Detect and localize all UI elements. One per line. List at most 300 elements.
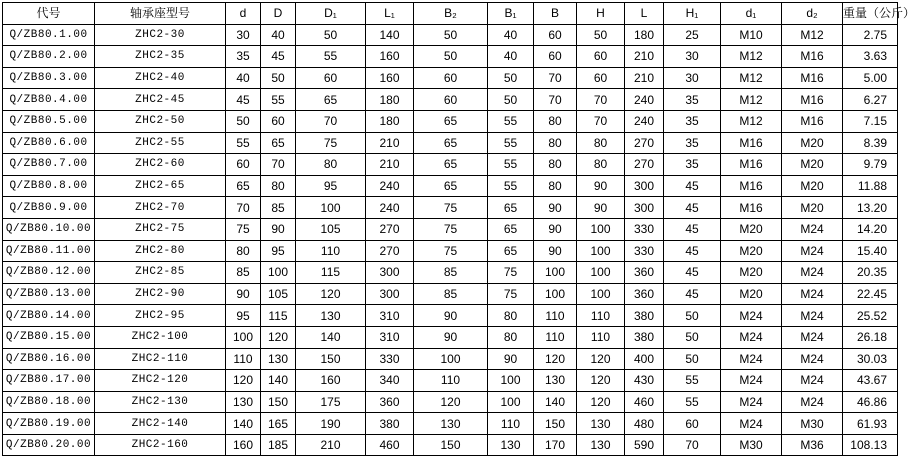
cell-col-D: 150	[261, 391, 296, 413]
cell-col-weight: 14.20	[843, 218, 898, 240]
cell-col-B2: 65	[414, 110, 488, 132]
cell-col-B1: 55	[488, 154, 534, 176]
cell-col-d: 120	[226, 370, 261, 392]
cell-col-B: 110	[534, 305, 577, 327]
cell-col-weight: 8.39	[843, 132, 898, 154]
cell-col-model: ZHC2-55	[95, 132, 226, 154]
cell-col-L1: 340	[366, 370, 414, 392]
cell-col-d2: M24	[782, 326, 843, 348]
bearing-housing-spec-table	[2, 2, 915, 456]
cell-col-weight: 61.93	[843, 413, 898, 435]
cell-col-d2: M20	[782, 132, 843, 154]
cell-col-H1: 55	[664, 391, 721, 413]
cell-col-L: 330	[625, 240, 664, 262]
cell-col-d2: M20	[782, 175, 843, 197]
cell-col-B2: 90	[414, 326, 488, 348]
cell-col-B2: 90	[414, 305, 488, 327]
cell-col-d1: M20	[721, 240, 782, 262]
cell-col-B2: 130	[414, 413, 488, 435]
cell-col-d1: M20	[721, 262, 782, 284]
cell-col-B: 170	[534, 434, 577, 456]
cell-col-d: 140	[226, 413, 261, 435]
cell-col-d: 100	[226, 326, 261, 348]
cell-col-H: 130	[577, 413, 625, 435]
cell-col-code: Q/ZB80.7.00	[3, 154, 95, 176]
cell-col-B2: 50	[414, 46, 488, 68]
cell-col-d2: M24	[782, 240, 843, 262]
cell-col-H: 110	[577, 305, 625, 327]
table-row	[3, 283, 898, 305]
cell-col-D1: 210	[296, 434, 366, 456]
cell-col-B2: 85	[414, 283, 488, 305]
header-col-H1: H₁	[664, 3, 721, 25]
cell-col-code: Q/ZB80.12.00	[3, 262, 95, 284]
cell-col-H1: 50	[664, 348, 721, 370]
cell-col-code: Q/ZB80.8.00	[3, 175, 95, 197]
cell-col-weight: 15.40	[843, 240, 898, 262]
cell-col-H1: 45	[664, 240, 721, 262]
cell-col-H: 60	[577, 67, 625, 89]
cell-col-B: 130	[534, 370, 577, 392]
cell-col-d2: M24	[782, 283, 843, 305]
cell-col-H: 120	[577, 348, 625, 370]
cell-col-d1: M20	[721, 218, 782, 240]
cell-col-B: 70	[534, 89, 577, 111]
cell-col-d: 90	[226, 283, 261, 305]
cell-col-L: 270	[625, 154, 664, 176]
cell-col-d: 45	[226, 89, 261, 111]
cell-col-D: 95	[261, 240, 296, 262]
cell-col-d1: M24	[721, 370, 782, 392]
cell-col-D1: 175	[296, 391, 366, 413]
cell-col-D1: 190	[296, 413, 366, 435]
cell-col-d: 65	[226, 175, 261, 197]
header-row	[3, 3, 898, 25]
cell-col-H: 90	[577, 197, 625, 219]
cell-col-H1: 50	[664, 326, 721, 348]
cell-col-B2: 65	[414, 175, 488, 197]
cell-col-D1: 115	[296, 262, 366, 284]
cell-col-d1: M20	[721, 283, 782, 305]
cell-col-H: 80	[577, 154, 625, 176]
cell-col-L: 300	[625, 197, 664, 219]
cell-col-B1: 75	[488, 262, 534, 284]
cell-col-D1: 100	[296, 197, 366, 219]
cell-col-code: Q/ZB80.18.00	[3, 391, 95, 413]
cell-col-B2: 75	[414, 218, 488, 240]
cell-col-weight: 30.03	[843, 348, 898, 370]
cell-col-H: 130	[577, 434, 625, 456]
cell-col-B2: 110	[414, 370, 488, 392]
cell-col-D: 90	[261, 218, 296, 240]
cell-col-model: ZHC2-75	[95, 218, 226, 240]
cell-col-D: 50	[261, 67, 296, 89]
header-col-weight: 重量（公斤）	[843, 3, 898, 25]
cell-col-model: ZHC2-100	[95, 326, 226, 348]
cell-col-B: 70	[534, 67, 577, 89]
cell-col-d2: M16	[782, 110, 843, 132]
header-col-B1: B₁	[488, 3, 534, 25]
cell-col-d: 95	[226, 305, 261, 327]
cell-col-D: 80	[261, 175, 296, 197]
cell-col-H1: 45	[664, 218, 721, 240]
cell-col-d1: M16	[721, 197, 782, 219]
table-row	[3, 348, 898, 370]
header-col-d: d	[226, 3, 261, 25]
cell-col-B1: 75	[488, 283, 534, 305]
cell-col-B: 120	[534, 348, 577, 370]
cell-col-D1: 150	[296, 348, 366, 370]
cell-col-L1: 140	[366, 24, 414, 46]
header-col-D: D	[261, 3, 296, 25]
cell-col-B: 60	[534, 46, 577, 68]
cell-col-B: 150	[534, 413, 577, 435]
cell-col-B: 100	[534, 283, 577, 305]
header-col-L1: L₁	[366, 3, 414, 25]
cell-col-d: 110	[226, 348, 261, 370]
cell-col-B1: 100	[488, 391, 534, 413]
table-row	[3, 434, 898, 456]
cell-col-H: 110	[577, 326, 625, 348]
cell-col-L1: 160	[366, 67, 414, 89]
cell-col-H1: 50	[664, 305, 721, 327]
cell-col-L1: 270	[366, 218, 414, 240]
cell-col-B: 60	[534, 24, 577, 46]
cell-col-d: 60	[226, 154, 261, 176]
cell-col-D: 120	[261, 326, 296, 348]
cell-col-d1: M24	[721, 305, 782, 327]
cell-col-B1: 40	[488, 24, 534, 46]
cell-col-D1: 60	[296, 67, 366, 89]
cell-col-B: 80	[534, 132, 577, 154]
cell-col-H1: 45	[664, 175, 721, 197]
cell-col-model: ZHC2-90	[95, 283, 226, 305]
cell-col-d1: M12	[721, 67, 782, 89]
cell-col-L: 210	[625, 46, 664, 68]
cell-col-B: 100	[534, 262, 577, 284]
cell-col-H: 120	[577, 391, 625, 413]
cell-col-weight: 2.75	[843, 24, 898, 46]
cell-col-d2: M30	[782, 413, 843, 435]
cell-col-D: 40	[261, 24, 296, 46]
cell-col-H: 70	[577, 110, 625, 132]
cell-col-weight: 22.45	[843, 283, 898, 305]
cell-col-H1: 70	[664, 434, 721, 456]
cell-col-L: 380	[625, 326, 664, 348]
cell-col-d: 40	[226, 67, 261, 89]
cell-col-D: 165	[261, 413, 296, 435]
cell-col-L1: 360	[366, 391, 414, 413]
cell-col-B2: 85	[414, 262, 488, 284]
cell-col-code: Q/ZB80.17.00	[3, 370, 95, 392]
table-row	[3, 370, 898, 392]
cell-col-B2: 65	[414, 132, 488, 154]
cell-col-B: 90	[534, 240, 577, 262]
cell-col-B1: 100	[488, 370, 534, 392]
cell-col-L1: 240	[366, 175, 414, 197]
cell-col-H: 100	[577, 218, 625, 240]
cell-col-model: ZHC2-65	[95, 175, 226, 197]
cell-col-L: 210	[625, 67, 664, 89]
cell-col-d1: M24	[721, 348, 782, 370]
cell-col-B1: 90	[488, 348, 534, 370]
cell-col-model: ZHC2-85	[95, 262, 226, 284]
cell-col-H1: 45	[664, 283, 721, 305]
cell-col-B1: 80	[488, 305, 534, 327]
cell-col-L: 430	[625, 370, 664, 392]
cell-col-B: 80	[534, 154, 577, 176]
cell-col-model: ZHC2-40	[95, 67, 226, 89]
cell-col-L: 270	[625, 132, 664, 154]
cell-col-model: ZHC2-130	[95, 391, 226, 413]
cell-col-model: ZHC2-70	[95, 197, 226, 219]
cell-col-d2: M20	[782, 154, 843, 176]
cell-col-D: 65	[261, 132, 296, 154]
cell-col-B: 90	[534, 197, 577, 219]
cell-col-H: 100	[577, 240, 625, 262]
cell-col-B: 80	[534, 175, 577, 197]
cell-col-D: 70	[261, 154, 296, 176]
table-row	[3, 132, 898, 154]
cell-col-D: 130	[261, 348, 296, 370]
cell-col-weight: 20.35	[843, 262, 898, 284]
cell-col-B1: 80	[488, 326, 534, 348]
cell-col-B1: 65	[488, 197, 534, 219]
cell-col-D1: 55	[296, 46, 366, 68]
cell-col-L1: 460	[366, 434, 414, 456]
cell-col-B2: 120	[414, 391, 488, 413]
cell-col-code: Q/ZB80.15.00	[3, 326, 95, 348]
cell-col-B: 140	[534, 391, 577, 413]
cell-col-weight: 5.00	[843, 67, 898, 89]
cell-col-d: 35	[226, 46, 261, 68]
cell-col-d2: M24	[782, 305, 843, 327]
cell-col-code: Q/ZB80.1.00	[3, 24, 95, 46]
cell-col-B1: 40	[488, 46, 534, 68]
cell-col-L: 590	[625, 434, 664, 456]
cell-col-d2: M24	[782, 391, 843, 413]
cell-col-D1: 140	[296, 326, 366, 348]
cell-col-model: ZHC2-120	[95, 370, 226, 392]
cell-col-d1: M16	[721, 175, 782, 197]
cell-col-d1: M12	[721, 46, 782, 68]
cell-col-D1: 95	[296, 175, 366, 197]
cell-col-d1: M30	[721, 434, 782, 456]
cell-col-model: ZHC2-30	[95, 24, 226, 46]
cell-col-D1: 160	[296, 370, 366, 392]
cell-col-H1: 30	[664, 46, 721, 68]
cell-col-D: 85	[261, 197, 296, 219]
cell-col-weight: 108.13	[843, 434, 898, 456]
cell-col-D: 55	[261, 89, 296, 111]
cell-col-model: ZHC2-140	[95, 413, 226, 435]
cell-col-D1: 110	[296, 240, 366, 262]
cell-col-H: 60	[577, 46, 625, 68]
cell-col-L: 400	[625, 348, 664, 370]
cell-col-L: 360	[625, 283, 664, 305]
cell-col-B1: 110	[488, 413, 534, 435]
spec-table-container	[2, 2, 915, 456]
cell-col-code: Q/ZB80.11.00	[3, 240, 95, 262]
cell-col-D: 185	[261, 434, 296, 456]
cell-col-H: 50	[577, 24, 625, 46]
cell-col-D1: 65	[296, 89, 366, 111]
cell-col-model: ZHC2-45	[95, 89, 226, 111]
header-col-L: L	[625, 3, 664, 25]
cell-col-code: Q/ZB80.19.00	[3, 413, 95, 435]
cell-col-model: ZHC2-80	[95, 240, 226, 262]
cell-col-B2: 50	[414, 24, 488, 46]
cell-col-code: Q/ZB80.20.00	[3, 434, 95, 456]
cell-col-model: ZHC2-35	[95, 46, 226, 68]
cell-col-d2: M36	[782, 434, 843, 456]
cell-col-code: Q/ZB80.2.00	[3, 46, 95, 68]
cell-col-d: 160	[226, 434, 261, 456]
cell-col-code: Q/ZB80.3.00	[3, 67, 95, 89]
table-row	[3, 197, 898, 219]
cell-col-H1: 55	[664, 370, 721, 392]
cell-col-L1: 180	[366, 89, 414, 111]
cell-col-B2: 65	[414, 154, 488, 176]
cell-col-weight: 46.86	[843, 391, 898, 413]
cell-col-B1: 55	[488, 110, 534, 132]
cell-col-L1: 380	[366, 413, 414, 435]
table-row	[3, 67, 898, 89]
cell-col-d1: M24	[721, 391, 782, 413]
cell-col-D1: 75	[296, 132, 366, 154]
header-col-B: B	[534, 3, 577, 25]
cell-col-code: Q/ZB80.5.00	[3, 110, 95, 132]
cell-col-code: Q/ZB80.16.00	[3, 348, 95, 370]
cell-col-D1: 80	[296, 154, 366, 176]
cell-col-H1: 35	[664, 132, 721, 154]
cell-col-d: 75	[226, 218, 261, 240]
cell-col-L: 360	[625, 262, 664, 284]
cell-col-L1: 300	[366, 283, 414, 305]
cell-col-L1: 330	[366, 348, 414, 370]
table-row	[3, 24, 898, 46]
cell-col-d2: M16	[782, 89, 843, 111]
table-row	[3, 240, 898, 262]
cell-col-d1: M12	[721, 89, 782, 111]
cell-col-H: 120	[577, 370, 625, 392]
cell-col-d: 85	[226, 262, 261, 284]
cell-col-L1: 240	[366, 197, 414, 219]
cell-col-L1: 210	[366, 132, 414, 154]
cell-col-d2: M12	[782, 24, 843, 46]
cell-col-d: 70	[226, 197, 261, 219]
cell-col-d: 50	[226, 110, 261, 132]
cell-col-d2: M16	[782, 67, 843, 89]
cell-col-B2: 75	[414, 240, 488, 262]
cell-col-L: 240	[625, 110, 664, 132]
cell-col-model: ZHC2-95	[95, 305, 226, 327]
cell-col-D: 115	[261, 305, 296, 327]
cell-col-weight: 13.20	[843, 197, 898, 219]
cell-col-B2: 100	[414, 348, 488, 370]
cell-col-B2: 75	[414, 197, 488, 219]
table-row	[3, 262, 898, 284]
table-row	[3, 110, 898, 132]
cell-col-d2: M24	[782, 348, 843, 370]
cell-col-L: 330	[625, 218, 664, 240]
cell-col-H: 80	[577, 132, 625, 154]
cell-col-L: 240	[625, 89, 664, 111]
cell-col-H1: 35	[664, 89, 721, 111]
cell-col-H: 100	[577, 283, 625, 305]
cell-col-H1: 35	[664, 110, 721, 132]
cell-col-code: Q/ZB80.13.00	[3, 283, 95, 305]
cell-col-H1: 30	[664, 67, 721, 89]
cell-col-d2: M20	[782, 197, 843, 219]
cell-col-D1: 70	[296, 110, 366, 132]
table-row	[3, 218, 898, 240]
cell-col-H1: 35	[664, 154, 721, 176]
cell-col-B1: 130	[488, 434, 534, 456]
table-row	[3, 413, 898, 435]
header-col-d2: d₂	[782, 3, 843, 25]
cell-col-B: 80	[534, 110, 577, 132]
cell-col-D1: 105	[296, 218, 366, 240]
cell-col-d1: M16	[721, 154, 782, 176]
table-body	[3, 24, 898, 456]
cell-col-H1: 45	[664, 262, 721, 284]
cell-col-weight: 6.27	[843, 89, 898, 111]
cell-col-weight: 25.52	[843, 305, 898, 327]
cell-col-H1: 45	[664, 197, 721, 219]
cell-col-model: ZHC2-50	[95, 110, 226, 132]
cell-col-B2: 60	[414, 89, 488, 111]
cell-col-d1: M24	[721, 413, 782, 435]
cell-col-B2: 150	[414, 434, 488, 456]
cell-col-B: 90	[534, 218, 577, 240]
cell-col-H: 70	[577, 89, 625, 111]
cell-col-D1: 50	[296, 24, 366, 46]
cell-col-d2: M24	[782, 218, 843, 240]
cell-col-B: 110	[534, 326, 577, 348]
cell-col-D: 140	[261, 370, 296, 392]
cell-col-L1: 310	[366, 326, 414, 348]
cell-col-weight: 11.88	[843, 175, 898, 197]
cell-col-d: 80	[226, 240, 261, 262]
cell-col-d2: M24	[782, 262, 843, 284]
table-row	[3, 175, 898, 197]
cell-col-L1: 310	[366, 305, 414, 327]
cell-col-d2: M24	[782, 370, 843, 392]
cell-col-d: 30	[226, 24, 261, 46]
cell-col-weight: 26.18	[843, 326, 898, 348]
header-col-d1: d₁	[721, 3, 782, 25]
cell-col-code: Q/ZB80.4.00	[3, 89, 95, 111]
cell-col-B1: 55	[488, 175, 534, 197]
cell-col-H1: 25	[664, 24, 721, 46]
cell-col-weight: 9.79	[843, 154, 898, 176]
cell-col-L: 380	[625, 305, 664, 327]
cell-col-weight: 43.67	[843, 370, 898, 392]
table-row	[3, 391, 898, 413]
cell-col-L1: 180	[366, 110, 414, 132]
table-row	[3, 46, 898, 68]
cell-col-D1: 130	[296, 305, 366, 327]
cell-col-B1: 50	[488, 67, 534, 89]
cell-col-B1: 65	[488, 218, 534, 240]
header-col-H: H	[577, 3, 625, 25]
cell-col-code: Q/ZB80.9.00	[3, 197, 95, 219]
cell-col-D: 60	[261, 110, 296, 132]
cell-col-model: ZHC2-160	[95, 434, 226, 456]
cell-col-B2: 60	[414, 67, 488, 89]
header-col-B2: B₂	[414, 3, 488, 25]
